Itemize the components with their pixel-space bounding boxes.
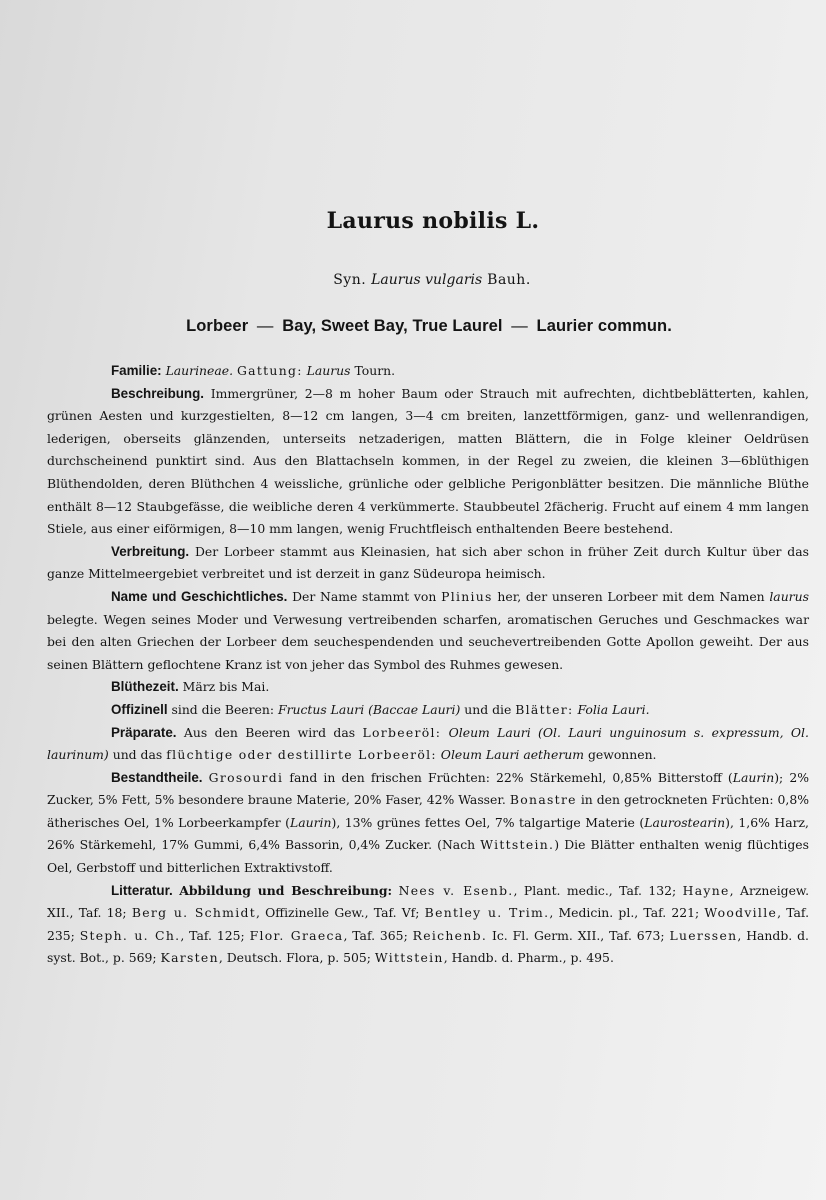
beschreibung-paragraph (47, 383, 809, 541)
name-geschichte-label: Name und Geschichtliches. (111, 588, 288, 604)
bestandtheile-text: ), 13% grünes fettes Oel, 7% talgartige Materie ( (331, 814, 645, 830)
synonym-author: Bauh. (487, 272, 531, 288)
ref-author: Karsten (160, 950, 219, 966)
genus-author: Tourn. (354, 363, 396, 378)
ref-author: Reichenb. (412, 927, 488, 943)
name-geschichte-text: belegte. Wegen seines Moder und Verwesung vertreibenden scharfen, aromatischen Geruches und Geschmackes war bei den alten Griechen der Lorbeer dem seuchespendenden und seuchevertreibenden Gotte Apollon geweiht. Der aus seinen Blättern geflochtene Kranz ist von jeher das Symbol des Ruhmes gewesen. (47, 611, 809, 672)
page-title: Laurus nobilis L. (326, 208, 540, 234)
ref-text: , Taf. 125; (180, 927, 245, 943)
ref-author: Berg u. Schmidt (131, 905, 256, 921)
bestandtheile-text: ), 1,6% Harz, 26% Stärkemehl, 17% Gummi, 6,4% Bassorin, 0,4% Zucker. (Nach (47, 814, 809, 853)
name-geschichte-text: her, der unseren Lorbeer mit dem Namen (497, 588, 765, 604)
common-name-french: Laurier commun. (536, 317, 672, 335)
name-dash: — (511, 317, 528, 335)
verbreitung-text: Der Lorbeer stammt aus Kleinasien, hat sich aber schon in früher Zeit durch Kultur über das ganze Mittelmeergebiet verbreitet und ist derzeit in ganz Südeuropa heimisch. (47, 543, 809, 582)
genus-name: Laurus (306, 363, 351, 378)
common-name-english: Bay, Sweet Bay, True Laurel (282, 317, 503, 335)
ref-text: , Handb. d. syst. Bot., p. 569; (47, 927, 809, 966)
fluechtige-term: flüchtige oder destillirte Lorbeeröl: (166, 747, 437, 763)
praeparate-text: gewonnen. (587, 747, 657, 763)
praeparate-label: Präparate. (111, 724, 177, 740)
fructus-lauri: Fructus Lauri (Baccae Lauri) (277, 701, 461, 717)
beschreibung-text: Immergrüner, 2—8 m hoher Baum oder Strauch mit aufrechten, dichtbeblätterten, kahlen, grünen Aesten und kurzgestielten, 8—12 cm langen, 3—4 cm breiten, lanzettförmigen, ganz- und wellenrandigen, lederigen, oberseits glänzenden, unterseits netzaderigen, matten Blättern, die in Folge kleiner Oeldrüsen durchscheinend punktirt sind. Aus den Blattachseln kommen, in der Regel zu zweien, die kleinen 3—6blüthigen Blüthendolden, deren Blüthchen 4 weissliche, grünliche oder gelbliche Perigonblätter besitzen. Die männliche Blüthe enthält 8—12 Staubgefässe, die weibliche deren 4 verkümmerte. Staubbeutel 2fächerig. Frucht auf einem 4 mm langen Stiele, aus einer eiförmigen, 8—10 mm langen, wenig Fruchtfleisch enthaltenden Beere bestehend. (47, 385, 809, 537)
verbreitung-label: Verbreitung. (111, 543, 190, 559)
common-name-german: Lorbeer (186, 317, 249, 335)
verbreitung-paragraph (47, 541, 809, 586)
bestandtheile-paragraph (47, 767, 809, 880)
ref-author: Bentley u. Trim. (424, 905, 550, 921)
folia-lauri: Folia Lauri. (577, 701, 650, 717)
name-geschichte-paragraph (47, 586, 809, 676)
offizinell-paragraph (47, 699, 809, 722)
praeparate-text: und das (112, 747, 163, 763)
synonym-name: Laurus vulgaris (371, 272, 483, 288)
ref-text: , Plant. medic., Taf. 132; (513, 882, 677, 898)
offizinell-label: Offizinell (111, 701, 168, 717)
laurin-term: Laurin (732, 769, 775, 785)
bestandtheile-text: fand in den frischen Früchten: 22% Stärkemehl, 0,85% Bitterstoff ( (289, 769, 733, 785)
praeparate-text: Aus den Beeren wird das (183, 724, 356, 740)
bestandtheile-text: ) Die Blätter enthalten wenig flüchtiges Oel, Gerbstoff und bitterlichen Extraktivstoff. (47, 837, 809, 876)
litteratur-label: Litteratur. (111, 882, 173, 898)
offizinell-text: und die (464, 701, 512, 717)
bestandtheile-text: in den getrockneten Früchten: 0,8% ätherisches Oel, 1% Lorbeerkampfer ( (47, 792, 809, 830)
lorbeeroel-term: Lorbeeröl: (362, 724, 442, 740)
synonym-prefix: Syn. (333, 272, 367, 288)
ref-author: Nees v. Esenb. (398, 882, 514, 898)
gattung-label: Gattung: (236, 363, 303, 378)
ref-text: , Handb. d. Pharm., p. 495. (443, 950, 614, 966)
laurin-term: Laurin (290, 814, 332, 830)
familie-paragraph (47, 360, 809, 383)
bonastre-name: Bonastre (509, 792, 577, 808)
bestandtheile-text: ); 2% Zucker, 5% Fett, 5% besondere braune Materie, 20% Faser, 42% Wasser. (47, 769, 809, 808)
ref-author: Wittstein (374, 950, 444, 966)
plinius-name: Plinius (441, 588, 493, 604)
name-dash: — (256, 317, 274, 335)
ref-text: , Taf. 365; (343, 927, 408, 943)
ref-text: , Deutsch. Flora, p. 505; (218, 950, 371, 966)
ref-text: , Offizinelle Gew., Taf. Vf; (255, 905, 420, 921)
ref-author: Flor. Graeca (249, 927, 344, 943)
body-text (47, 360, 809, 970)
familie-label: Familie: (111, 363, 162, 378)
litteratur-paragraph (47, 880, 809, 970)
family-name: Laurineae. (165, 363, 234, 378)
grosourdi-name: Grosourdi (208, 769, 284, 785)
common-names (0, 317, 826, 336)
laurostearin-term: Laurostearin (644, 814, 726, 830)
bluethezeit-label: Blüthezeit. (111, 679, 179, 695)
blaetter-term: Blätter: (515, 701, 574, 717)
oleum-lauri: Oleum Lauri (Ol. Lauri unguinosum s. expressum, Ol. laurinum) (47, 724, 809, 763)
abbildung-label: Abbildung und Beschreibung: (179, 882, 393, 898)
ref-author: Hayne (682, 882, 730, 898)
bluethezeit-text: März bis Mai. (182, 679, 270, 695)
bluethezeit-paragraph (47, 676, 809, 699)
bestandtheile-label: Bestandtheile. (111, 769, 203, 785)
ref-text: , Taf. 235; (47, 905, 810, 943)
ref-author: Woodville (704, 905, 778, 921)
ref-author: Luerssen (669, 927, 738, 943)
synonym-line (0, 272, 826, 288)
ref-text: , Arzneigew. XII., Taf. 18; (47, 882, 810, 921)
beschreibung-label: Beschreibung. (111, 385, 205, 401)
praeparate-paragraph (47, 722, 809, 767)
ref-author: Steph. u. Ch. (79, 927, 181, 943)
ref-text: , Medicin. pl., Taf. 221; (549, 905, 700, 921)
oleum-lauri-aetherum: Oleum Lauri aetherum (440, 747, 584, 763)
name-geschichte-text: Der Name stammt von (292, 588, 437, 604)
wittstein-name: Wittstein. (480, 837, 555, 853)
ref-text: Ic. Fl. Germ. XII., Taf. 673; (491, 927, 665, 943)
offizinell-text: sind die Beeren: (171, 701, 275, 717)
laurus-term: laurus (769, 588, 809, 604)
